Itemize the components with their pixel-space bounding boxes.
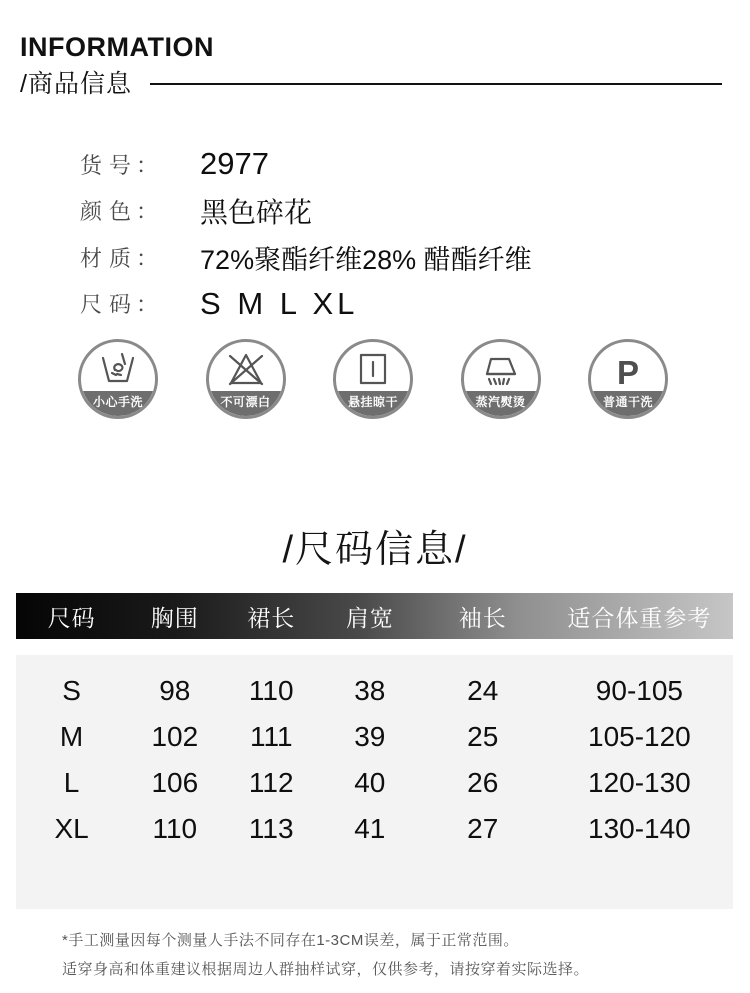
col-header-size: 尺码 bbox=[47, 604, 96, 631]
attribute-colon: ： bbox=[136, 199, 159, 225]
page-header bbox=[20, 32, 722, 100]
hang-dry-icon bbox=[336, 345, 410, 395]
attribute-row-item-no bbox=[80, 141, 532, 188]
care-label: 悬挂晾干 bbox=[336, 391, 410, 416]
cell-size: S bbox=[62, 675, 81, 706]
attribute-value-color: 黑色碎花 bbox=[200, 196, 313, 228]
dry-clean-icon bbox=[591, 345, 665, 395]
header-title-en: INFORMATION bbox=[20, 32, 214, 62]
cell-weight: 90-105 bbox=[595, 675, 683, 706]
measurement-notes bbox=[62, 926, 589, 984]
header-title-zh: /商品信息 bbox=[20, 70, 132, 98]
attribute-label: 货号 bbox=[80, 152, 139, 178]
care-label: 小心手洗 bbox=[81, 391, 155, 416]
care-item-steam-iron bbox=[461, 339, 541, 419]
cell-length: 112 bbox=[248, 767, 294, 798]
col-header-shoulder: 肩宽 bbox=[345, 604, 394, 631]
cell-sleeve: 27 bbox=[467, 813, 499, 844]
note-line-2: 适穿身高和体重建议根据周边人群抽样试穿，仅供参考，请按穿着实际选择。 bbox=[62, 961, 590, 978]
cell-bust: 98 bbox=[159, 675, 191, 706]
care-item-dry-clean bbox=[588, 339, 668, 419]
cell-bust: 102 bbox=[151, 721, 199, 752]
care-item-hang-dry bbox=[333, 339, 413, 419]
size-table bbox=[16, 593, 733, 909]
care-item-no-bleach bbox=[206, 339, 286, 419]
dry-clean-p-glyph: P bbox=[616, 353, 639, 391]
size-table-body bbox=[16, 655, 733, 909]
cell-length: 111 bbox=[249, 721, 293, 752]
table-row bbox=[16, 760, 733, 806]
attribute-value-material: 72%聚酯纤维28% 醋酯纤维 bbox=[200, 244, 532, 275]
care-instructions-row bbox=[78, 339, 668, 419]
hand-wash-icon bbox=[81, 345, 155, 395]
care-circle bbox=[333, 339, 413, 419]
steam-iron-icon bbox=[464, 345, 538, 395]
care-label: 不可漂白 bbox=[209, 391, 283, 416]
size-table-header bbox=[16, 593, 733, 639]
cell-size: XL bbox=[54, 813, 89, 844]
attribute-value-size: S M L XL bbox=[200, 285, 359, 321]
product-attributes bbox=[80, 141, 532, 327]
care-label: 普通干洗 bbox=[591, 391, 665, 416]
care-circle bbox=[206, 339, 286, 419]
care-item-hand-wash bbox=[78, 339, 158, 419]
attribute-row-size bbox=[80, 281, 532, 328]
care-label: 蒸汽熨烫 bbox=[464, 391, 538, 416]
attribute-label: 颜色 bbox=[80, 199, 139, 225]
cell-size: L bbox=[63, 767, 80, 798]
note-line-1: *手工测量因每个测量人手法不同存在1-3CM误差，属于正常范围。 bbox=[62, 932, 519, 949]
cell-size: M bbox=[59, 721, 84, 752]
header-divider-line bbox=[150, 83, 722, 85]
attribute-label: 材质 bbox=[80, 245, 139, 271]
attribute-colon: ： bbox=[136, 245, 159, 271]
attribute-row-material bbox=[80, 234, 532, 281]
cell-weight: 120-130 bbox=[588, 767, 691, 798]
cell-weight: 130-140 bbox=[588, 813, 691, 844]
col-header-bust: 胸围 bbox=[150, 604, 199, 631]
cell-shoulder: 41 bbox=[354, 813, 386, 844]
attribute-row-color bbox=[80, 188, 532, 235]
cell-length: 113 bbox=[248, 813, 294, 844]
size-section-title: /尺码信息/ bbox=[282, 529, 468, 571]
cell-sleeve: 26 bbox=[467, 767, 499, 798]
care-circle bbox=[78, 339, 158, 419]
attribute-colon: ： bbox=[136, 152, 159, 178]
table-row bbox=[16, 668, 733, 714]
care-circle bbox=[461, 339, 541, 419]
header-title-row bbox=[20, 64, 722, 100]
cell-sleeve: 25 bbox=[467, 721, 499, 752]
care-circle bbox=[588, 339, 668, 419]
cell-shoulder: 39 bbox=[354, 721, 386, 752]
cell-sleeve: 24 bbox=[467, 675, 499, 706]
attribute-colon: ： bbox=[136, 292, 159, 318]
cell-weight: 105-120 bbox=[588, 721, 691, 752]
cell-bust: 110 bbox=[152, 813, 198, 844]
cell-shoulder: 40 bbox=[354, 767, 386, 798]
cell-shoulder: 38 bbox=[354, 675, 386, 706]
no-bleach-icon bbox=[209, 345, 283, 395]
attribute-value-item-no: 2977 bbox=[200, 146, 269, 182]
table-row bbox=[16, 714, 733, 760]
attribute-label: 尺码 bbox=[80, 292, 139, 318]
col-header-weight: 适合体重参考 bbox=[567, 604, 712, 631]
cell-bust: 106 bbox=[151, 767, 199, 798]
col-header-sleeve: 袖长 bbox=[458, 604, 507, 631]
table-row bbox=[16, 806, 733, 852]
cell-length: 110 bbox=[248, 675, 294, 706]
col-header-length: 裙长 bbox=[247, 604, 296, 631]
